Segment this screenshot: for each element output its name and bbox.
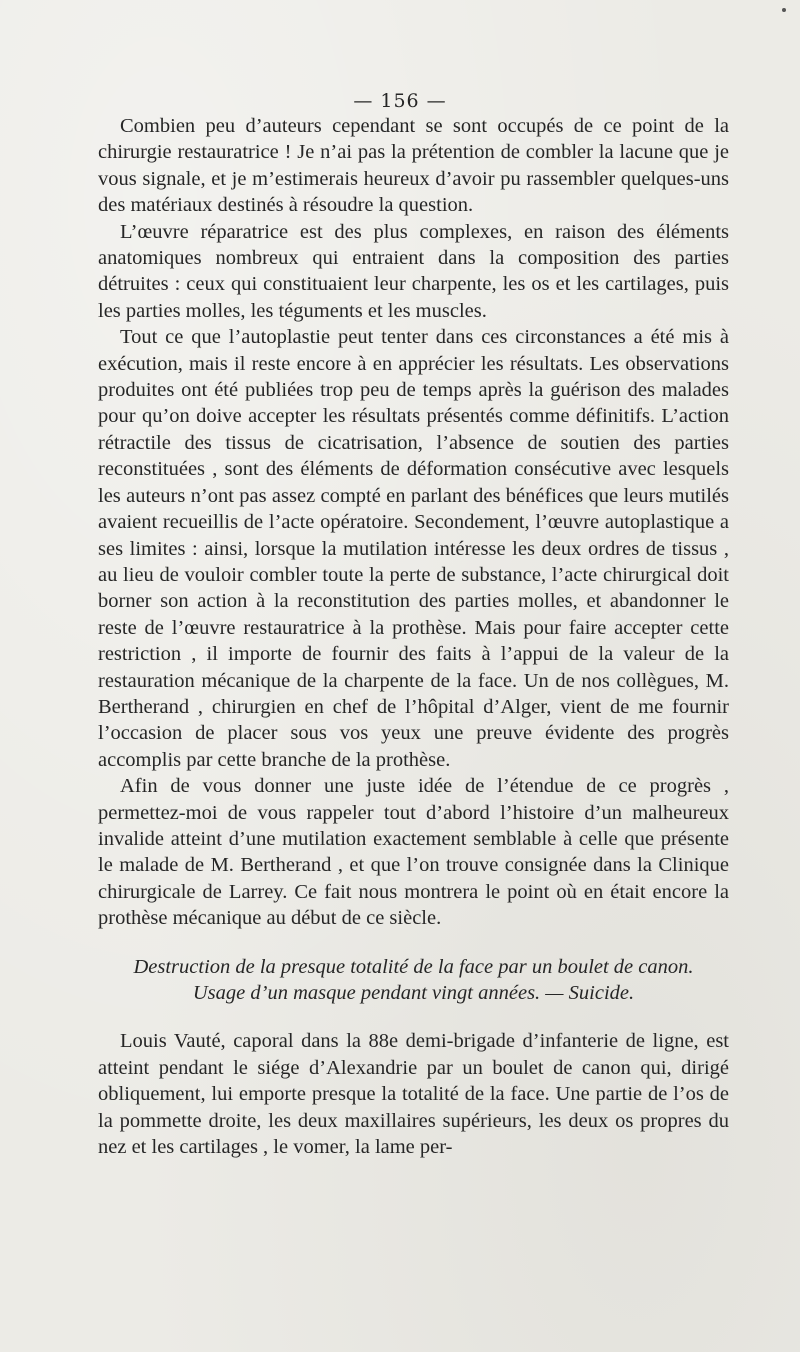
- paragraph-2: L’œuvre réparatrice est des plus complexes, en raison des éléments anatomiques nombreux qui entraient dans la composition des parties détruites : ceux qui constituaient leur charpente, les os et les cartilages, puis les parties molles, les téguments et les muscles.: [98, 220, 729, 322]
- page-number: — 156 —: [353, 90, 447, 112]
- paragraph-5: Louis Vauté, caporal dans la 88e demi-brigade d’infanterie de ligne, est atteint pendant le siége d’Alexandrie par un boulet de canon qui, dirigé obliquement, lui emporte presque la totalité de la face. Une partie de l’os de la pommette droite, les deux maxillaires supérieurs, les deux os propres du nez et les cartilages , le vomer, la lame per-: [98, 1030, 729, 1159]
- ink-speck: [782, 8, 786, 12]
- main-text: [98, 113, 729, 1160]
- paragraph-3: Tout ce que l’autoplastie peut tenter dans ces circonstances a été mis à exécution, mais il reste encore à en apprécier les résultats. Les observations produites ont été publiées trop peu de temps après la guérison des malades pour qu’on doive accepter les résultats présentés comme définitifs. L’action rétractile des tissus de cicatrisation, l’absence de soutien des parties reconstituées , sont des éléments de déformation consécutive avec lesquels les auteurs n’ont pas assez compté en parlant des bénéfices que leurs mutilés avaient recueillis de l’acte opératoire. Secondement, l’œuvre autoplastique a ses limites : ainsi, lorsque la mutilation intéresse les deux ordres de tissus , au lieu de vouloir combler toute la perte de substance, l’acte chirurgical doit borner son action à la reconstitution des parties molles, et abandonner le reste de l’œuvre restauratrice à la prothèse. Mais pour faire accepter cette restriction , il importe de fournir des faits à l’appui de la valeur de la restauration mécanique de la charpente de la face. Un de nos collègues, M. Bertherand , chirurgien en chef de l’hôpital d’Alger, vient de me fournir l’occasion de placer sous vos yeux une preuve évidente des progrès accomplis par cette branche de la prothèse.: [98, 326, 729, 771]
- section-heading: [98, 954, 729, 1007]
- paragraph-4: Afin de vous donner une juste idée de l’étendue de ce progrès , permettez-moi de vous rappeler tout d’abord l’histoire d’un malheureux invalide atteint d’une mutilation exactement semblable à celle que présente le malade de M. Bertherand , et que l’on trouve consignée dans la Clinique chirurgicale de Larrey. Ce fait nous montrera le point où en était encore la prothèse mécanique au début de ce siècle.: [98, 775, 729, 930]
- section-title-line-2: Usage d’un masque pendant vingt années. — Suicide.: [192, 982, 635, 1004]
- section-title-line-1: Destruction de la presque totalité de la face par un boulet de canon.: [133, 955, 694, 978]
- paragraph-1: Combien peu d’auteurs cependant se sont occupés de ce point de la chirurgie restauratrice ! Je n’ai pas la prétention de combler la lacune que je vous signale, et je m’estimerais heureux d’avoir pu rassembler quelques-uns des matériaux destinés à résoudre la question.: [98, 115, 729, 217]
